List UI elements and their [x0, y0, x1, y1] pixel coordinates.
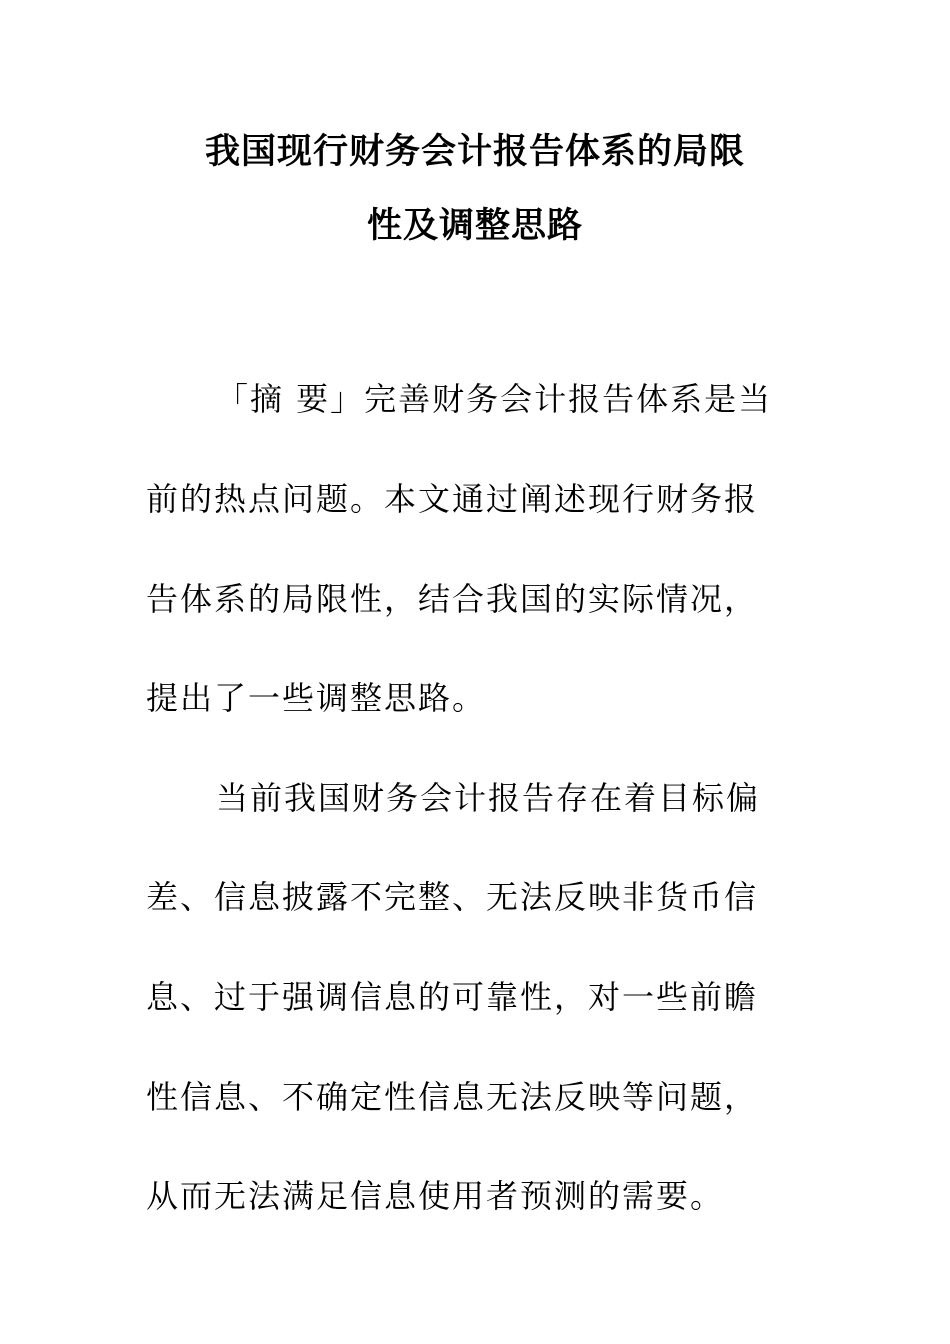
paragraph-1-line-5: 从而无法满足信息使用者预测的需要。	[146, 1177, 725, 1215]
paragraph-1-line-3: 息、过于强调信息的可靠性，对一些前瞻	[146, 978, 759, 1016]
paragraph-1-line-1: 当前我国财务会计报告存在着目标偏	[216, 779, 761, 817]
abstract-line-4: 提出了一些调整思路。	[146, 679, 487, 717]
document-title-line-1: 我国现行财务会计报告体系的局限	[204, 131, 745, 172]
abstract-line-1: 「摘 要」完善财务会计报告体系是当	[216, 380, 773, 418]
abstract-line-3: 告体系的局限性，结合我国的实际情况，	[146, 580, 759, 618]
document-title-line-2: 性及调整思路	[366, 205, 583, 246]
paragraph-1-line-4: 性信息、不确定性信息无法反映等问题，	[146, 1078, 759, 1116]
paragraph-1-line-2: 差、信息披露不完整、无法反映非货币信	[146, 878, 759, 916]
abstract-line-2: 前的热点问题。本文通过阐述现行财务报	[146, 480, 759, 518]
